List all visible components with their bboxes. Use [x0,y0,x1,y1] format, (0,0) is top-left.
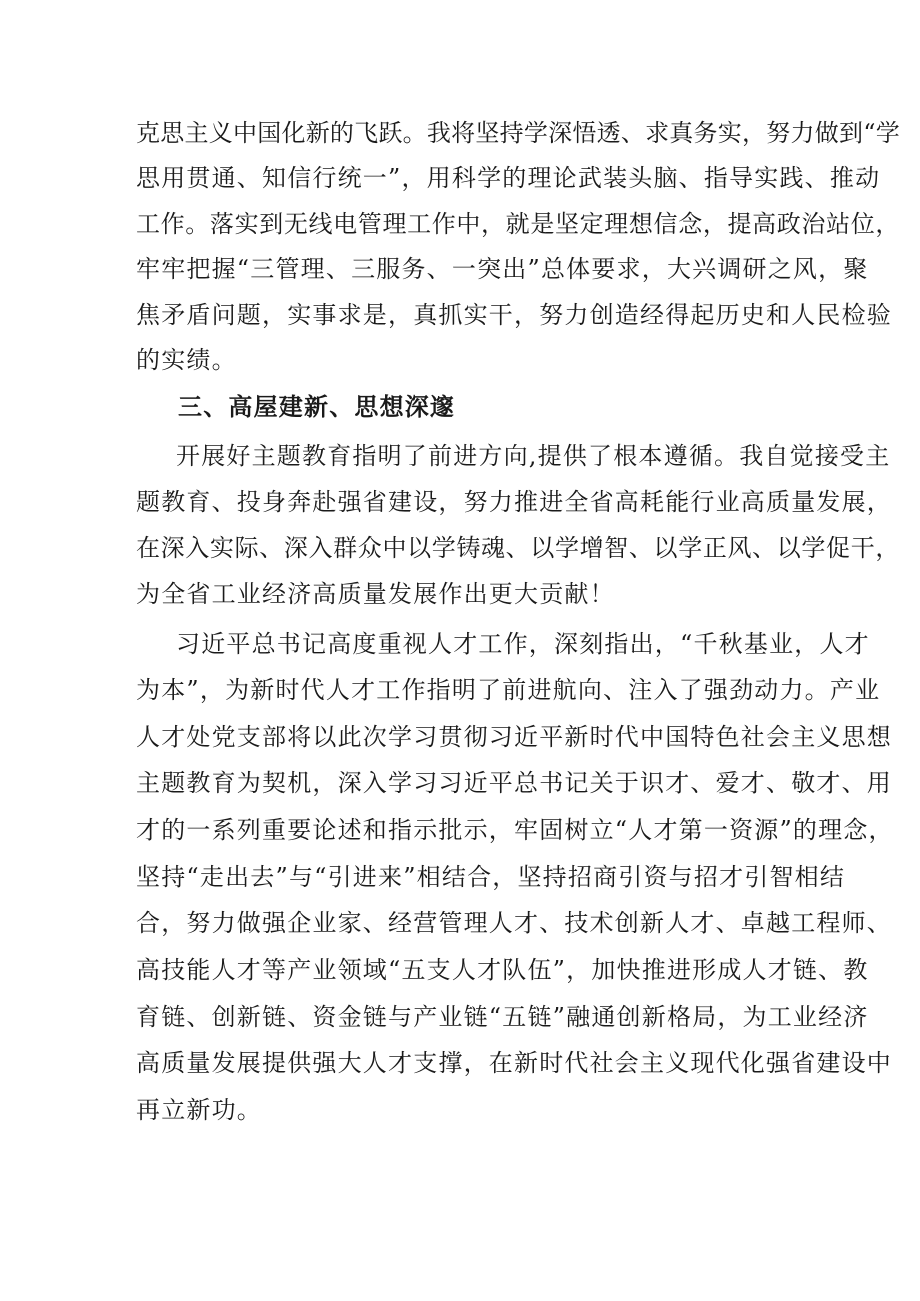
paragraph-3-line-7: 合，努力做强企业家、经营管理人才、技术创新人才、卓越工程师、 [136,909,892,937]
paragraph-3-line-3: 人才处党支部将以此次学习贯彻习近平新时代中国特色社会主义思想 [136,723,892,751]
paragraph-2-line-2: 题教育、投身奔赴强省建设，努力推进全省高耗能行业高质量发展， [136,488,892,516]
section-heading: 三、高屋建新、思想深邃 [178,393,456,421]
paragraph-3-line-5: 才的一系列重要论述和指示批示，牢固树立“人才第一资源”的理念， [136,816,894,844]
paragraph-1-line-1: 克思主义中国化新的飞跃。我将坚持学深悟透、求真务实，努力做到“学 [136,119,900,147]
paragraph-3-line-10: 高质量发展提供强大人才支撑，在新时代社会主义现代化强省建设中 [136,1049,892,1077]
paragraph-1-line-3: 工作。落实到无线电管理工作中，就是坚定理想信念，提高政治站位， [136,210,900,238]
paragraph-3-line-6: 坚持“走出去”与“引进来”相结合，坚持招商引资与招才引智相结 [136,863,846,891]
paragraph-1-line-4: 牢牢把握“三管理、三服务、一突出”总体要求，大兴调研之风，聚 [136,255,869,283]
paragraph-1-line-5: 焦矛盾问题，实事求是，真抓实干，努力创造经得起历史和人民检验 [136,301,892,329]
paragraph-3-line-9: 育链、创新链、资金链与产业链“五链”融通创新格局，为工业经济 [136,1003,869,1031]
paragraph-3-line-1: 习近平总书记高度重视人才工作，深刻指出，“千秋基业，人才 [176,630,870,658]
paragraph-1-line-2: 思用贯通、知信行统一”，用科学的理论武装头脑、指导实践、推动 [136,164,881,192]
paragraph-3-line-8: 高技能人才等产业领域“五支人才队伍”，加快推进形成人才链、教 [136,956,869,984]
paragraph-3-line-4: 主题教育为契机，深入学习习近平总书记关于识才、爱才、敬才、用 [136,769,892,797]
paragraph-3-line-2: 为本”，为新时代人才工作指明了前进航向、注入了强劲动力。产业 [136,676,881,704]
paragraph-3-line-11: 再立新功。 [136,1096,262,1124]
paragraph-2-line-3: 在深入实际、深入群众中以学铸魂、以学增智、以学正风、以学促干， [136,534,900,562]
paragraph-2-line-4: 为全省工业经济高质量发展作出更大贡献！ [136,580,615,608]
paragraph-1-line-6: 的实绩。 [136,346,237,374]
paragraph-2-line-1: 开展好主题教育指明了前进方向,提供了根本遵循。我自觉接受主 [176,442,891,470]
